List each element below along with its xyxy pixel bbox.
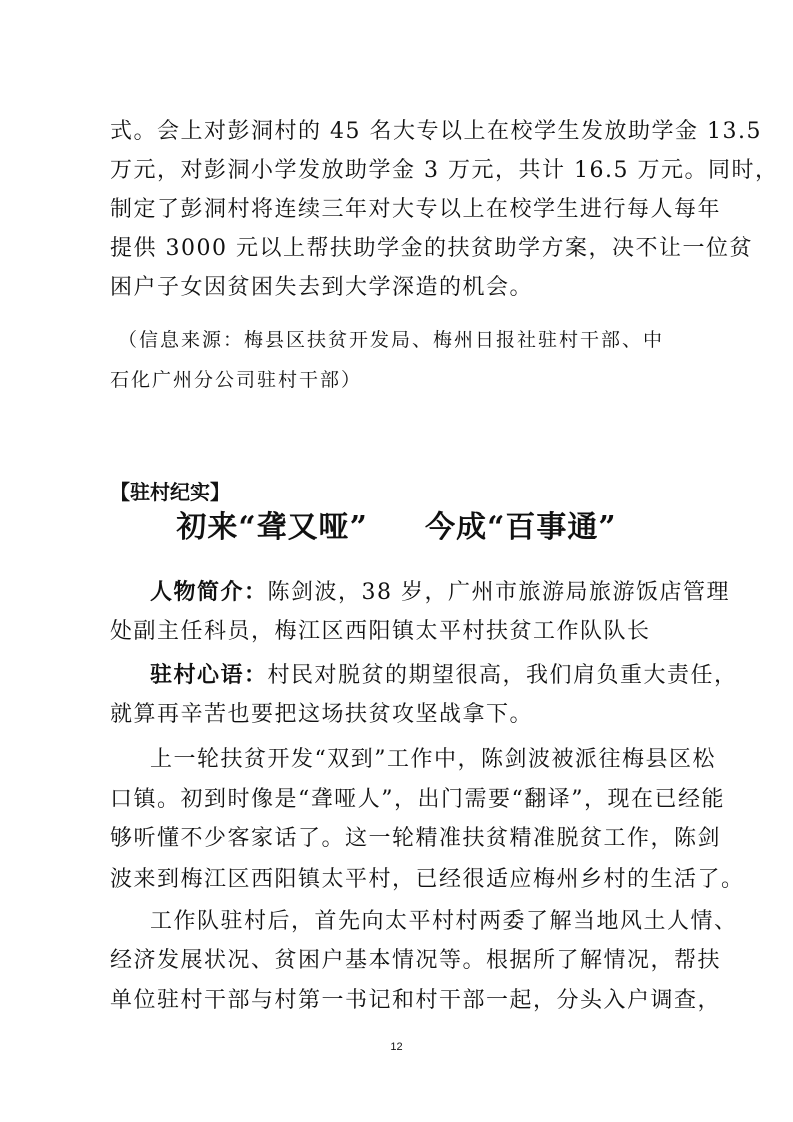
profile-label: 人物简介： [150,580,268,605]
paragraph-line: 口镇。初到时像是“聋哑人”，出门需要“翻译”，现在已经能 [110,787,725,812]
article-title: 初来“聋又哑” 今成“百事通” [176,510,617,545]
profile-line [150,578,731,608]
motto-text: 村民对脱贫的期望很高，我们肩负重大责任， [267,663,738,688]
paragraph-line: 上一轮扶贫开发“双到”工作中，陈剑波被派往梅县区松 [150,747,716,772]
motto-label: 驻村心语： [150,663,268,688]
paragraph-line: 制定了彭洞村将连续三年对大专以上在校学生进行每人每年 [110,197,722,222]
paragraph-line: 式。会上对彭洞村的 45 名大专以上在校学生发放助学金 13.5 [110,119,762,144]
motto-line [150,661,738,691]
motto-line: 就算再辛苦也要把这场扶贫攻坚战拿下。 [110,702,534,727]
paragraph-line: 工作队驻村后，首先向太平村村两委了解当地风土人情、 [150,909,738,934]
paragraph-line: 经济发展状况、贫困户基本情况等。根据所了解情况，帮扶 [110,948,722,973]
paragraph-line: 波来到梅江区西阳镇太平村，已经很适应梅州乡村的生活了。 [110,867,745,892]
source-note-line: 石化广州分公司驻村干部） [110,369,363,391]
paragraph-line: 万元，对彭洞小学发放助学金 3 万元，共计 16.5 万元。同时， [110,158,779,183]
paragraph-line: 提供 3000 元以上帮扶助学金的扶贫助学方案，决不让一位贫 [110,236,753,261]
source-note-line: （信息来源：梅县区扶贫开发局、梅州日报社驻村干部、中 [118,329,665,351]
profile-line: 处副主任科员，梅江区西阳镇太平村扶贫工作队队长 [110,619,651,644]
paragraph-line: 够听懂不少客家话了。这一轮精准扶贫精准脱贫工作，陈剑 [110,826,722,851]
page-number: 12 [390,1041,403,1053]
section-tag: 【驻村纪实】 [110,480,230,504]
profile-text: 陈剑波，38 岁，广州市旅游局旅游饭店管理 [267,580,731,605]
paragraph-line: 困户子女因贫困失去到大学深造的机会。 [110,275,534,300]
paragraph-line: 单位驻村干部与村第一书记和村干部一起，分头入户调查， [110,988,722,1013]
